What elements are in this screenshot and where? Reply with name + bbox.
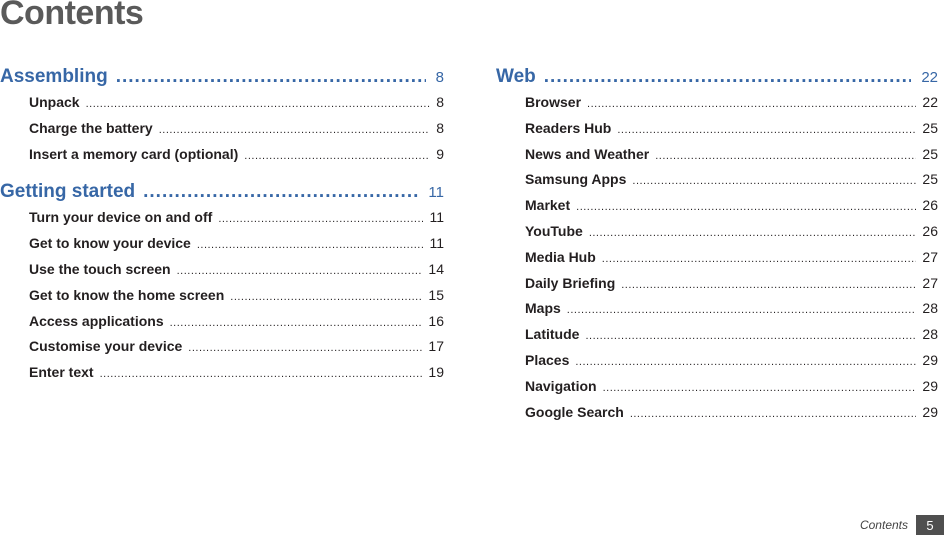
entry-page: 29 (922, 351, 938, 368)
toc-entry[interactable] (29, 364, 444, 390)
dot-leader (630, 408, 917, 420)
dot-leader (655, 150, 916, 162)
section-heading[interactable] (0, 66, 444, 92)
dot-leader (100, 368, 423, 380)
toc-entry[interactable] (29, 235, 444, 261)
entry-page: 29 (922, 377, 938, 394)
section-page: 8 (435, 69, 444, 86)
dot-leader (585, 330, 916, 342)
dot-leader (617, 124, 916, 136)
entry-label: Get to know your device (29, 235, 191, 252)
dot-leader (589, 227, 917, 239)
toc-entry[interactable] (525, 120, 938, 146)
section-page: 22 (921, 69, 938, 86)
section-title: Web (496, 66, 536, 87)
entry-page: 29 (922, 403, 938, 420)
toc-entry[interactable] (525, 249, 938, 275)
page-title: Contents (0, 0, 144, 32)
toc-entry[interactable] (525, 171, 938, 197)
entry-page: 28 (922, 300, 938, 317)
entry-label: News and Weather (525, 145, 650, 162)
entry-page: 27 (922, 274, 938, 291)
dot-leader (177, 265, 423, 277)
entry-label: Latitude (525, 326, 580, 343)
dot-leader (116, 66, 426, 88)
dot-leader (86, 98, 431, 110)
toc-entry[interactable] (525, 275, 938, 301)
dot-leader (197, 239, 424, 251)
dot-leader (621, 279, 916, 291)
entry-page: 8 (436, 119, 444, 136)
toc-entry[interactable] (29, 287, 444, 313)
entry-label: Get to know the home screen (29, 286, 225, 303)
entry-label: Unpack (29, 94, 80, 110)
entry-page: 11 (429, 235, 444, 252)
dot-leader (567, 304, 917, 316)
page-number-badge: 5 (916, 515, 944, 535)
toc-entry[interactable] (29, 146, 444, 172)
entry-label: Charge the battery (29, 119, 153, 136)
toc-entry[interactable] (525, 223, 938, 249)
dot-leader (576, 201, 916, 213)
entry-label: Insert a memory card (optional) (29, 145, 239, 162)
entry-label: Enter text (29, 364, 94, 381)
entry-label: Daily Briefing (525, 274, 616, 291)
entry-label: Navigation (525, 377, 597, 394)
dot-leader (143, 181, 418, 203)
toc-entry[interactable] (29, 313, 444, 339)
entry-page: 22 (922, 94, 938, 110)
entry-page: 17 (428, 338, 444, 355)
section-title: Assembling (0, 66, 108, 87)
toc-entry[interactable] (525, 146, 938, 172)
toc-entry[interactable] (29, 120, 444, 146)
entry-label: Customise your device (29, 338, 183, 355)
toc-entry[interactable] (29, 209, 444, 235)
toc-entry[interactable] (525, 300, 938, 326)
dot-leader (244, 150, 430, 162)
entry-label: Readers Hub (525, 119, 612, 136)
dot-leader (632, 175, 916, 187)
entry-label: Turn your device on and off (29, 209, 213, 226)
entry-label: Media Hub (525, 248, 596, 265)
entry-page: 26 (922, 222, 938, 239)
entry-page: 25 (922, 145, 938, 162)
dot-leader (188, 342, 422, 354)
entry-label: YouTube (525, 222, 583, 239)
toc-entry[interactable] (525, 378, 938, 404)
entry-label: Samsung Apps (525, 171, 627, 188)
toc-entry[interactable] (29, 261, 444, 287)
toc-left-column (0, 66, 444, 400)
toc-entry[interactable] (525, 94, 938, 120)
dot-leader (159, 124, 431, 136)
entry-page: 16 (428, 312, 444, 329)
entry-page: 9 (436, 145, 444, 162)
toc-entry[interactable] (525, 352, 938, 378)
dot-leader (218, 213, 423, 225)
entry-page: 26 (922, 197, 938, 214)
entry-label: Places (525, 351, 570, 368)
footer-label: Contents (859, 518, 908, 532)
entry-label: Maps (525, 300, 561, 317)
dot-leader (603, 382, 917, 394)
toc-section-assembling (0, 66, 444, 171)
entry-page: 27 (922, 248, 938, 265)
toc-right-column (496, 66, 938, 439)
dot-leader (230, 291, 422, 303)
entry-page: 14 (428, 260, 444, 277)
toc-entry[interactable] (525, 404, 938, 430)
entry-label: Market (525, 197, 571, 214)
toc-section-getting-started (0, 181, 444, 390)
toc-entry[interactable] (29, 94, 444, 120)
toc-section-web (496, 66, 938, 429)
section-heading[interactable] (0, 181, 444, 207)
entry-page: 11 (429, 209, 444, 226)
section-page: 11 (428, 184, 444, 202)
entry-page: 15 (428, 286, 444, 303)
entry-page: 19 (428, 364, 444, 381)
toc-entry[interactable] (29, 338, 444, 364)
section-heading[interactable] (496, 66, 938, 92)
toc-entry[interactable] (525, 197, 938, 223)
entry-page: 25 (922, 119, 938, 136)
entry-label: Browser (525, 94, 582, 110)
dot-leader (544, 66, 912, 88)
entry-page: 28 (922, 326, 938, 343)
toc-entry[interactable] (525, 326, 938, 352)
entry-label: Google Search (525, 403, 624, 420)
dot-leader (602, 253, 917, 265)
section-title: Getting started (0, 181, 136, 203)
entry-page: 25 (922, 171, 938, 188)
dot-leader (587, 98, 916, 110)
dot-leader (170, 317, 423, 329)
entry-label: Access applications (29, 312, 164, 329)
entry-page: 8 (436, 94, 444, 110)
page-footer (860, 515, 944, 535)
entry-label: Use the touch screen (29, 260, 171, 277)
dot-leader (575, 356, 916, 368)
